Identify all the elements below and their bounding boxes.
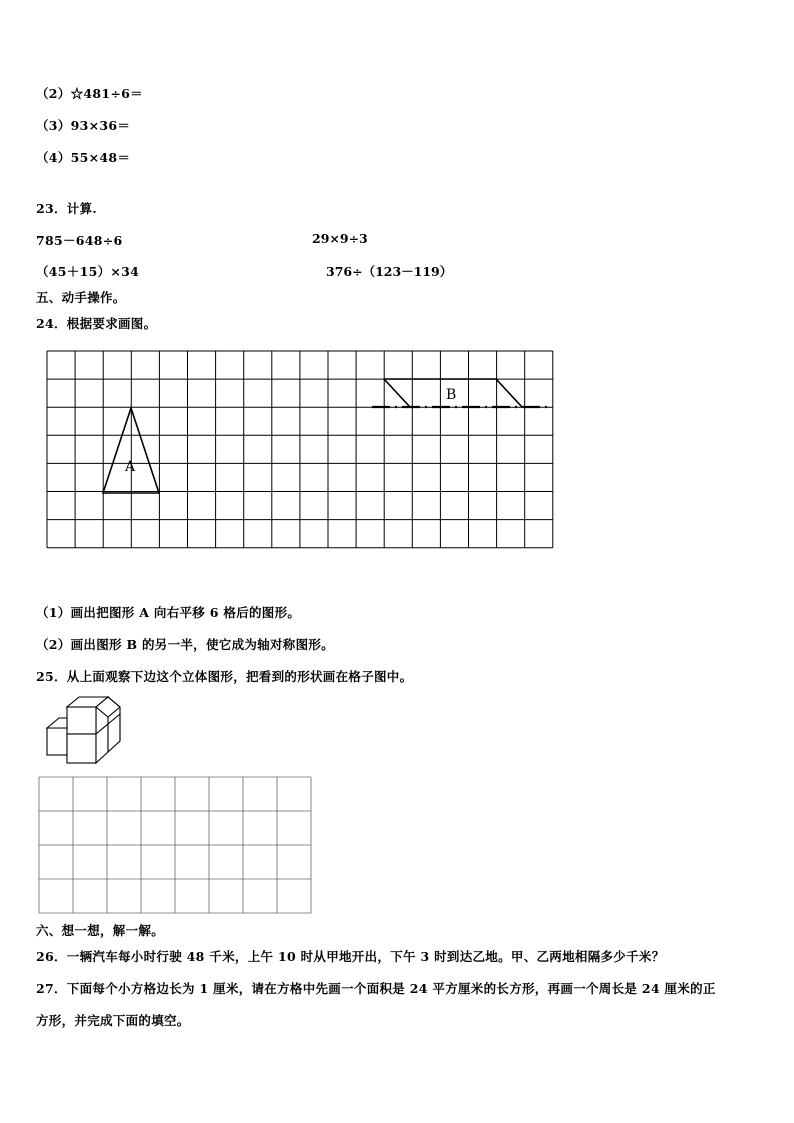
q24-task-2: （2）画出图形 B 的另一半，使它成为轴对称图形。 bbox=[36, 637, 334, 652]
q23-expr-2: 29×9÷3 bbox=[312, 231, 368, 246]
q23-title: 23．计算. bbox=[36, 201, 98, 216]
q23-expr-1: 785－648÷6 bbox=[36, 233, 123, 248]
q23-expr-3: （45＋15）×34 bbox=[36, 264, 140, 279]
q24-title: 24．根据要求画图。 bbox=[36, 316, 157, 331]
section-5-title: 五、动手操作。 bbox=[36, 290, 126, 305]
q25-grid-lines bbox=[39, 777, 311, 913]
q26-text: 26．一辆汽车每小时行驶 48 千米，上午 10 时从甲地开出，下午 3 时到达乙地。甲、乙两地相隔多少千米？ bbox=[36, 949, 665, 964]
q24-grid-lines bbox=[47, 351, 553, 548]
shape-b-label: B bbox=[446, 387, 457, 403]
q22-item-2: （2）☆481÷6＝ bbox=[36, 86, 143, 101]
q27-line-2: 方形，并完成下面的填空。 bbox=[36, 1013, 190, 1028]
section-6-title: 六、想一想，解一解。 bbox=[36, 923, 165, 938]
shape-b-outline bbox=[384, 379, 522, 407]
q22-item-3: （3）93×36＝ bbox=[36, 118, 131, 133]
q25-title: 25．从上面观察下边这个立体图形，把看到的形状画在格子图中。 bbox=[36, 669, 413, 684]
q23-expr-4: 376÷（123－119） bbox=[326, 264, 453, 279]
q22-item-4: （4）55×48＝ bbox=[36, 150, 131, 165]
shape-a-triangle bbox=[103, 408, 159, 493]
shape-b-left-edge bbox=[384, 379, 410, 407]
q24-task-1: （1）画出把图形 A 向右平移 6 格后的图形。 bbox=[36, 605, 301, 620]
shape-a-label: A bbox=[125, 459, 136, 475]
q27-line-1: 27．下面每个小方格边长为 1 厘米，请在方格中先画一个面积是 24 平方厘米的长方形，再画一个周长是 24 厘米的正 bbox=[36, 981, 716, 996]
